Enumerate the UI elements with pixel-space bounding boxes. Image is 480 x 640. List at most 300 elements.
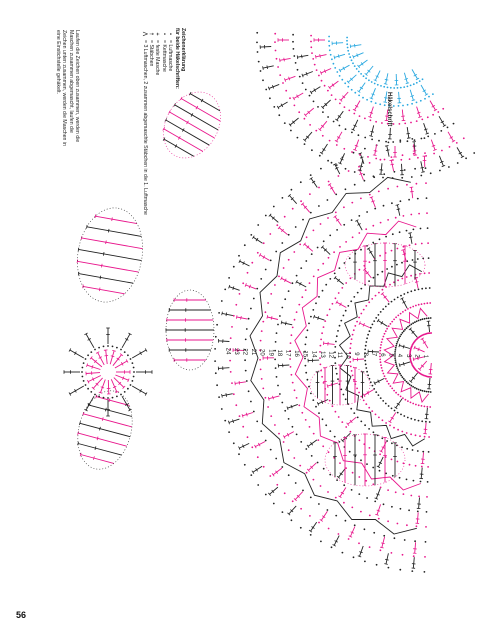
chain-stitch-mark <box>372 385 374 387</box>
chain-stitch-mark <box>360 73 362 75</box>
chain-stitch-mark <box>403 215 405 217</box>
chain-stitch-mark <box>354 325 356 327</box>
chain-stitch-mark <box>347 86 349 88</box>
chain-stitch-mark <box>385 403 387 405</box>
chain-stitch-mark <box>375 158 377 160</box>
stitch-top <box>406 83 409 84</box>
stitch-stem <box>428 321 429 332</box>
legend-title: Zeichenerklärung <box>180 28 186 72</box>
chain-stitch-mark <box>313 230 315 232</box>
chain-stitch-mark <box>395 347 397 349</box>
chain-stitch-mark <box>394 357 396 359</box>
chain-stitch-mark <box>405 399 407 401</box>
chain-stitch-mark <box>348 170 350 172</box>
chain-stitch-mark <box>320 364 322 366</box>
chain-stitch-mark <box>419 80 421 82</box>
chain-stitch-mark <box>380 311 382 313</box>
chain-stitch-mark <box>344 106 346 108</box>
stitch-stem <box>419 498 420 509</box>
chain-stitch-mark <box>288 418 290 420</box>
chain-stitch-mark <box>296 397 298 399</box>
chain-stitch-mark <box>215 336 217 338</box>
chain-stitch-mark <box>269 475 271 477</box>
chain-stitch-mark <box>400 200 402 202</box>
chain-stitch-mark <box>406 276 408 278</box>
chain-stitch-mark <box>402 154 404 156</box>
chain-stitch-mark <box>411 570 413 572</box>
chain-stitch-mark <box>274 41 276 43</box>
chain-stitch-mark <box>334 436 336 438</box>
chain-stitch-mark <box>354 65 356 67</box>
chain-stitch-mark <box>338 533 340 535</box>
chain-stitch-mark <box>394 537 396 539</box>
chain-stitch-mark <box>404 539 406 541</box>
chain-stitch-mark <box>267 302 269 304</box>
chain-stitch-mark <box>396 343 398 345</box>
chain-stitch-mark <box>391 459 393 461</box>
chain-stitch-mark <box>375 102 377 104</box>
chain-stitch-mark <box>397 412 399 414</box>
chain-stitch-mark <box>453 123 455 125</box>
stitch-stem <box>426 408 427 419</box>
chain-stitch-mark <box>388 383 390 385</box>
chain-stitch-mark <box>383 373 385 375</box>
chain-stitch-mark <box>399 569 401 571</box>
stitch-top <box>228 421 229 425</box>
stitch-stem <box>423 453 424 464</box>
chain-stitch-mark <box>244 244 246 246</box>
chain-stitch-mark <box>410 307 412 309</box>
chain-stitch-mark <box>310 35 312 37</box>
chain-stitch-mark <box>418 404 420 406</box>
stitch-stem <box>415 542 416 553</box>
chain-stitch-mark <box>253 411 255 413</box>
slip-stitch-icon: • <box>160 33 167 35</box>
stitch-bar <box>271 316 272 320</box>
chain-stitch-mark <box>343 315 345 317</box>
chain-stitch-mark <box>395 359 397 361</box>
stitch-stem <box>229 419 240 422</box>
chain-stitch-mark <box>310 534 312 536</box>
chain-stitch-mark <box>391 506 393 508</box>
stitch-stem <box>79 249 142 260</box>
chain-stitch-mark <box>373 175 375 177</box>
stitch-stem <box>132 350 146 358</box>
chain-stitch-mark <box>397 279 399 281</box>
chain-stitch-mark <box>293 48 295 50</box>
stitch-bar <box>112 217 113 221</box>
chain-stitch-mark <box>310 174 312 176</box>
chain-stitch-mark <box>418 289 420 291</box>
chain-stitch-mark <box>352 472 354 474</box>
chain-stitch-mark <box>270 449 272 451</box>
chain-stitch-mark <box>336 164 338 166</box>
stitch-stem <box>270 215 278 222</box>
stitch-bar <box>377 510 380 511</box>
chain-stitch-mark <box>417 198 419 200</box>
chain-stitch-mark <box>391 301 393 303</box>
chain-stitch-mark <box>311 52 313 54</box>
stitch-stem <box>132 386 146 394</box>
chain-stitch-mark <box>133 367 135 369</box>
stitch-top <box>358 170 362 171</box>
chain-stitch-mark <box>231 382 233 384</box>
chain-stitch-mark <box>288 474 290 476</box>
stitch-stem <box>350 45 361 47</box>
chain-stitch-mark <box>242 282 244 284</box>
chain-stitch-mark <box>132 362 134 364</box>
chain-stitch-mark <box>400 508 402 510</box>
chain-stitch-mark <box>344 82 346 84</box>
stitch-top <box>280 59 281 63</box>
stitch-stem <box>280 58 291 60</box>
chain-stitch-mark <box>262 388 264 390</box>
chain-stitch-mark <box>398 371 400 373</box>
stitch-stem <box>430 363 431 374</box>
stitch-bar <box>370 131 374 132</box>
chain-stitch-mark <box>340 389 342 391</box>
stitch-stem <box>285 76 295 80</box>
stitch-stem <box>407 127 409 138</box>
chain-stitch-mark <box>346 40 348 42</box>
chain-stitch-mark <box>427 466 429 468</box>
chain-stitch-mark <box>375 414 377 416</box>
chain-stitch-mark <box>363 75 365 77</box>
chain-stitch-mark <box>335 411 337 413</box>
chain-stitch-mark <box>427 227 429 229</box>
chain-stitch-mark <box>98 347 100 349</box>
chain-stitch-mark <box>425 541 427 543</box>
chain-stitch-mark <box>323 326 325 328</box>
chain-stitch-mark <box>368 280 370 282</box>
chain-stitch-mark <box>335 497 337 499</box>
chain-stitch-mark <box>329 278 331 280</box>
stitch-stem <box>417 107 420 117</box>
chain-stitch-mark <box>365 305 367 307</box>
chain-stitch-mark <box>325 284 327 286</box>
chain-stitch-mark <box>256 421 258 423</box>
round-number: 14 <box>310 350 317 358</box>
stitch-bar <box>106 241 107 245</box>
chain-stitch-mark <box>422 318 424 320</box>
chain-stitch-mark <box>347 50 349 52</box>
chain-stitch-mark <box>320 339 322 341</box>
chain-stitch-mark <box>306 472 308 474</box>
chain-stitch-mark <box>367 156 369 158</box>
chain-stitch-mark <box>421 119 423 121</box>
stitch-stem <box>359 170 363 180</box>
chain-stitch-mark <box>370 119 372 121</box>
chain-stitch-mark <box>399 231 401 233</box>
chain-stitch-mark <box>365 367 367 369</box>
upper-doily <box>256 32 475 179</box>
chain-stitch-mark <box>375 121 377 123</box>
chain-stitch-mark <box>391 388 393 390</box>
stitch-top <box>315 55 316 59</box>
chain-stitch-mark <box>345 282 347 284</box>
chain-stitch-mark <box>282 511 284 513</box>
chain-stitch-mark <box>327 160 329 162</box>
chain-stitch-mark <box>321 80 323 82</box>
chain-stitch-mark <box>421 405 423 407</box>
chain-stitch-mark <box>257 51 259 53</box>
chain-stitch-mark <box>399 373 401 375</box>
chain-stitch-mark <box>83 362 85 364</box>
chain-stitch-mark <box>430 317 432 319</box>
chain-stitch-mark <box>382 289 384 291</box>
stitch-top <box>78 248 79 252</box>
chain-stitch-mark <box>313 101 315 103</box>
chain-stitch-mark <box>352 236 354 238</box>
chain-stitch-mark <box>310 46 312 48</box>
chain-stitch-mark <box>127 354 129 356</box>
stitch-bar <box>226 393 227 397</box>
chain-stitch-mark <box>400 414 402 416</box>
stitch-bar <box>405 79 408 80</box>
chain-stitch-mark <box>421 138 423 140</box>
stitch-stem <box>122 334 130 348</box>
chain-stitch-mark <box>261 330 263 332</box>
chain-stitch-mark <box>216 324 218 326</box>
chain-stitch-mark <box>313 276 315 278</box>
chain-stitch-mark <box>413 480 415 482</box>
chain-stitch-mark <box>311 455 313 457</box>
stitch-stem <box>330 81 339 88</box>
chain-stitch-mark <box>359 269 361 271</box>
chain-stitch-mark <box>358 215 360 217</box>
chain-stitch-mark <box>378 314 380 316</box>
chain-stitch-mark <box>299 76 301 78</box>
chain-stitch-mark <box>416 82 418 84</box>
chain-stitch-mark <box>278 433 280 435</box>
chain-stitch-mark <box>385 236 387 238</box>
chain-stitch-mark <box>400 334 402 336</box>
round-number: 3 <box>404 354 411 358</box>
chain-stitch-mark <box>302 219 304 221</box>
stitch-bar <box>99 288 100 292</box>
chain-stitch-mark <box>339 103 341 105</box>
stitch-bar <box>415 282 419 283</box>
chain-stitch-mark <box>263 242 265 244</box>
chain-stitch-mark <box>379 238 381 240</box>
chain-stitch-mark <box>395 361 397 363</box>
stitch-stem <box>282 323 293 325</box>
chain-stitch-mark <box>215 372 217 374</box>
chain-stitch-mark <box>309 515 311 517</box>
chain-stitch-mark <box>85 358 87 360</box>
stitch-stem <box>303 204 310 212</box>
chain-stitch-mark <box>305 336 307 338</box>
stitch-stem <box>382 294 389 303</box>
chain-stitch-mark <box>345 426 347 428</box>
chain-stitch-mark <box>414 168 416 170</box>
chain-stitch-mark <box>411 103 413 105</box>
chain-stitch-mark <box>130 358 132 360</box>
chain-stitch-mark <box>380 222 382 224</box>
chain-stitch-mark <box>358 476 360 478</box>
stitch-top <box>408 233 412 234</box>
chain-stitch-mark <box>265 440 267 442</box>
chain-stitch-mark <box>401 278 403 280</box>
chain-stitch-mark <box>318 412 320 414</box>
chain-stitch-mark <box>103 397 105 399</box>
chain-stitch-mark <box>245 370 247 372</box>
chain-stitch-mark <box>410 433 412 435</box>
chain-stitch-mark <box>289 97 291 99</box>
chain-stitch-mark <box>288 234 290 236</box>
chain-stitch-mark <box>375 317 377 319</box>
chain-stitch-mark <box>358 95 360 97</box>
stitch-stem <box>360 323 370 328</box>
stitch-stem <box>222 313 233 315</box>
stitch-stem <box>114 378 124 388</box>
chain-stitch-mark <box>364 528 366 530</box>
stitch-stem <box>399 345 410 348</box>
chain-stitch-mark <box>385 141 387 143</box>
chain-stitch-mark <box>333 121 335 123</box>
chain-stitch-mark <box>386 380 388 382</box>
chain-stitch-mark <box>320 541 322 543</box>
chain-stitch-mark <box>372 242 374 244</box>
chain-stitch-mark <box>379 453 381 455</box>
chain-stitch-mark <box>124 391 126 393</box>
chain-stitch-mark <box>399 139 401 141</box>
chain-stitch-mark <box>410 402 412 404</box>
chain-stitch-mark <box>275 50 277 52</box>
chain-stitch-mark <box>230 371 232 373</box>
chain-stitch-mark <box>317 439 319 441</box>
stitch-stem <box>429 378 430 389</box>
chain-stitch-mark <box>378 292 380 294</box>
chain-stitch-mark <box>257 224 259 226</box>
symbol-legend <box>141 28 186 215</box>
chain-stitch-mark <box>297 69 299 71</box>
chain-stitch-mark <box>320 223 322 225</box>
chain-stitch-mark <box>275 367 277 369</box>
stitch-top <box>229 285 230 288</box>
chain-stitch-mark <box>393 319 395 321</box>
stitch-stem <box>353 120 358 130</box>
chain-stitch-mark <box>364 360 366 362</box>
chain-stitch-mark <box>336 479 338 481</box>
chain-stitch-mark <box>341 287 343 289</box>
chain-stitch-mark <box>309 124 311 126</box>
chain-stitch-mark <box>116 396 118 398</box>
chain-stitch-mark <box>259 359 261 361</box>
chain-stitch-mark <box>418 320 420 322</box>
chain-stitch-mark <box>358 392 360 394</box>
chain-stitch-mark <box>246 328 248 330</box>
chain-stitch-mark <box>406 327 408 329</box>
chain-stitch-mark <box>87 354 89 356</box>
chain-stitch-mark <box>360 288 362 290</box>
chain-stitch-mark <box>414 540 416 542</box>
stitch-bar <box>97 437 98 441</box>
chain-stitch-mark <box>416 320 418 322</box>
chain-stitch-mark <box>366 211 368 213</box>
chain-stitch-mark <box>406 448 408 450</box>
chain-stitch-mark <box>369 162 371 164</box>
chain-stitch-mark <box>389 425 391 427</box>
chain-stitch-mark <box>98 396 100 398</box>
chain-stitch-mark <box>380 549 382 551</box>
chain-stitch-mark <box>332 303 334 305</box>
chain-stitch-mark <box>294 389 296 391</box>
chain-stitch-mark <box>412 259 414 261</box>
chain-stitch-mark <box>238 255 240 257</box>
chain-stitch-mark <box>305 419 307 421</box>
chain-stitch-mark <box>382 308 384 310</box>
chain-stitch-mark <box>427 481 429 483</box>
chain-stitch-mark <box>298 111 300 113</box>
stitch-stem <box>348 417 357 424</box>
chain-stitch-mark <box>233 393 235 395</box>
chain-stitch-mark <box>331 94 333 96</box>
stitch-stem <box>278 365 289 366</box>
chain-stitch-mark <box>393 390 395 392</box>
chain-stitch-mark <box>318 205 320 207</box>
chain-stitch-mark <box>430 391 432 393</box>
stitch-stem <box>375 144 377 155</box>
round-number: 10 <box>344 352 351 359</box>
chain-stitch-mark <box>292 41 294 43</box>
chain-stitch-mark <box>419 273 421 275</box>
chain-stitch-mark <box>338 416 340 418</box>
chain-stitch-mark <box>302 82 304 84</box>
chain-stitch-mark <box>428 391 430 393</box>
chain-stitch-mark <box>391 202 393 204</box>
chain-stitch-mark <box>370 101 372 103</box>
stitch-stem <box>82 238 143 249</box>
round-number: 4 <box>396 353 403 358</box>
chain-stitch-mark <box>322 445 324 447</box>
chain-stitch-mark <box>339 246 341 248</box>
round-number: 5 <box>387 353 394 357</box>
stitch-stem <box>122 396 130 410</box>
stitch-bar <box>267 65 268 69</box>
chain-stitch-mark <box>419 435 421 437</box>
chain-stitch-mark <box>353 113 355 115</box>
chain-stitch-mark <box>107 397 109 399</box>
chain-stitch-mark <box>379 103 381 105</box>
chain-stitch-mark <box>233 266 235 268</box>
chain-stitch-mark <box>357 417 359 419</box>
chain-stitch-mark <box>270 293 272 295</box>
chain-stitch-mark <box>369 515 371 517</box>
chain-stitch-mark <box>332 405 334 407</box>
stitch-stem <box>421 468 422 479</box>
chain-stitch-mark <box>395 316 397 318</box>
chain-stitch-mark <box>346 43 348 45</box>
chain-stitch-mark <box>307 329 309 331</box>
chain-stitch-mark <box>339 75 341 77</box>
stitch-stem <box>237 317 248 319</box>
chain-stitch-mark <box>364 137 366 139</box>
stitch-top <box>413 358 414 362</box>
chain-stitch-mark <box>334 346 336 348</box>
chain-stitch-mark <box>351 507 353 509</box>
chain-stitch-mark <box>417 511 419 513</box>
chain-stitch-mark <box>424 303 426 305</box>
chain-stitch-mark <box>401 262 403 264</box>
chain-stitch-mark <box>336 335 338 337</box>
stitch-bar <box>370 112 373 113</box>
chain-stitch-mark <box>295 226 297 228</box>
chain-stitch-mark <box>265 311 267 313</box>
chain-stitch-mark <box>384 159 386 161</box>
chain-stitch-mark <box>282 197 284 199</box>
chain-stitch-mark <box>397 87 399 89</box>
